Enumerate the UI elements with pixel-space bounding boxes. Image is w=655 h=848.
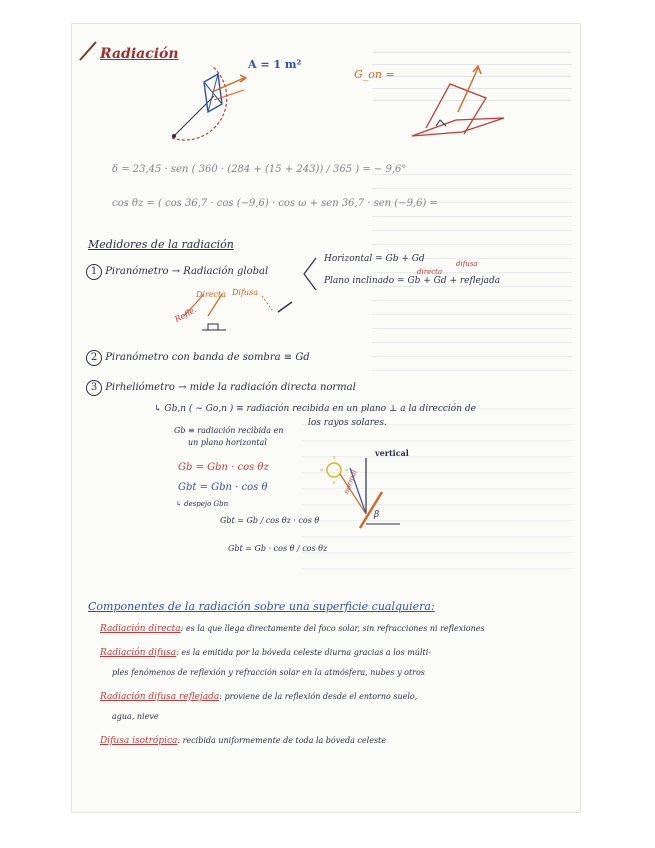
component-reflected-text: : proviene de la reflexión desde el entorno suelo, [219, 692, 418, 701]
component-reflected-cont-text: agua, nieve [112, 712, 159, 721]
component-isotropic-term: Difusa isotrópica [100, 736, 178, 746]
label-beta: β [374, 510, 380, 520]
bracket [300, 256, 320, 292]
component-isotropic [100, 736, 386, 746]
gb-definition: Gb ≡ radiación recibida en [174, 426, 284, 435]
item-2-number: 2 [86, 350, 102, 366]
zenith-formula: cos θz = ( cos 36,7 · cos (−9,6) · cos ω + sen 36,7 · sen (−9,6) = [112, 198, 438, 209]
item-3-text: Pirheliómetro → mide la radiación directa normal [105, 382, 356, 393]
component-diffuse-text: : es la emitida por la bóveda celeste diurna gracias a los múlti- [176, 648, 431, 657]
item-1-number: 1 [86, 264, 102, 280]
components-heading: Componentes de la radiación sobre una superficie cualquiera: [88, 600, 435, 613]
component-isotropic-text: : recibida uniformemente de toda la bóveda celeste [177, 736, 386, 745]
sketch-label-directa: Directa [196, 290, 226, 299]
component-diffuse-cont-text: ples fenómenos de reflexión y refracción solar en la atmósfera, nubes y otros [112, 668, 425, 677]
component-direct [100, 624, 485, 634]
area-label: A = 1 m² [248, 58, 302, 71]
component-diffuse-cont [112, 668, 425, 677]
inclined-plane-sketch [402, 54, 512, 144]
pencil-icon [276, 300, 294, 314]
equation-gbt: Gbt = Gbn · cos θ [178, 482, 268, 493]
sketch-label-refle: Refle. [173, 305, 199, 324]
sketch-label-difusa: Difusa [232, 288, 258, 297]
measurements-heading: Medidores de la radiación [88, 238, 234, 251]
item-2 [86, 350, 310, 366]
component-reflected [100, 692, 417, 702]
label-vertical: vertical [375, 448, 409, 458]
component-diffuse-term: Radiación difusa [100, 648, 177, 658]
label-normal: normal [342, 468, 359, 496]
equation-gbt-note: ↳ despejo Gbn [176, 500, 229, 508]
page-title: Radiación [100, 46, 179, 62]
declination-formula: δ = 23,45 · sen ( 360 · (284 + (15 + 243)) / 365 ) = − 9,6° [112, 164, 407, 175]
horizontal-line: Horizontal = Gb + Gd [324, 254, 425, 264]
gon-label: G_on = [354, 68, 395, 81]
area-sketch [152, 48, 252, 148]
item-1-text: Piranómetro → Radiación global [105, 266, 269, 277]
component-diffuse [100, 648, 431, 658]
item-2-text: Piranómetro con banda de sombra ≡ Gd [105, 352, 310, 363]
equation-gb: Gb = Gbn · cos θz [178, 462, 269, 473]
item-3-number: 3 [86, 380, 102, 396]
equation-gbt-3: Gbt = Gb · cos θ / cos θz [228, 544, 328, 553]
component-reflected-cont [112, 712, 159, 721]
gbn-definition-cont: los rayos solares. [308, 418, 387, 428]
inclined-note: directa [417, 268, 443, 276]
item-1 [86, 264, 268, 280]
gb-definition-cont: un plano horizontal [188, 438, 267, 447]
notebook-page [72, 24, 580, 812]
component-reflected-term: Radiación difusa reflejada [100, 692, 220, 702]
inclined-line: Plano inclinado = Gb + Gd + reflejada [324, 276, 501, 286]
component-direct-text: : es la que llega directamente del foco solar, sin refracciones ni reflexiones [180, 624, 485, 633]
gbn-definition: ↳ Gb,n ( ∼ Go,n ) ≡ radiación recibida en un plano ⊥ a la dirección de [154, 404, 476, 414]
component-direct-term: Radiación directa [100, 624, 181, 634]
item-3 [86, 380, 356, 396]
equation-gbt-2: Gbt = Gb / cos θz · cos θ [220, 516, 320, 525]
horizontal-note: difusa [456, 260, 478, 268]
